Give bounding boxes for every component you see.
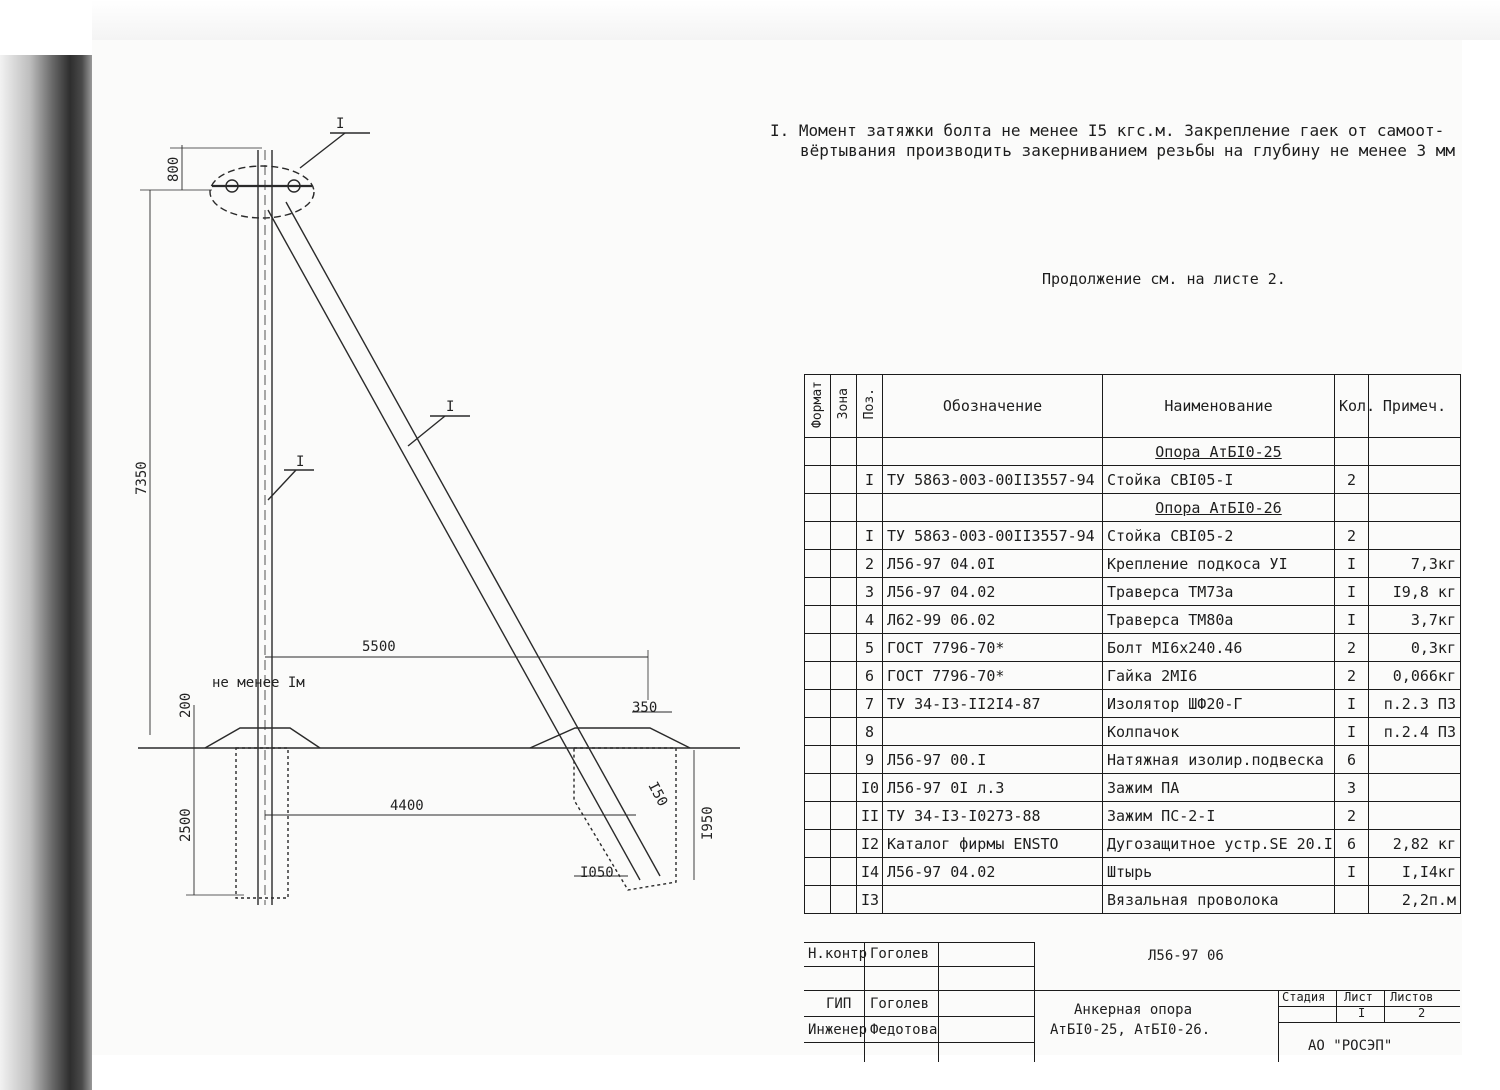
cell-qty: 2 xyxy=(1335,662,1369,690)
cell-pos xyxy=(857,438,883,466)
general-note-line-1: I. Момент затяжки болта не менее I5 кгс.м. Закрепление гаек от самоот- xyxy=(770,121,1445,140)
strut-lower-edge xyxy=(286,202,660,876)
cell-qty xyxy=(1335,886,1369,914)
mound-right xyxy=(530,728,690,748)
cell-note: 0,3кг xyxy=(1369,634,1461,662)
table-row xyxy=(805,746,1461,774)
cell-designation: ГОСТ 7796-70* xyxy=(883,634,1103,662)
callout-top: I xyxy=(336,116,345,132)
cell-qty: 2 xyxy=(1335,802,1369,830)
cell-pos: 2 xyxy=(857,550,883,578)
cell-qty: 3 xyxy=(1335,774,1369,802)
cell-designation: Л56-97 04.02 xyxy=(883,858,1103,886)
dim-label-2500: 2500 xyxy=(178,808,194,842)
cell-designation xyxy=(883,886,1103,914)
cell-note: 3,7кг xyxy=(1369,606,1461,634)
cell-format xyxy=(805,830,831,858)
cell-designation: ТУ 34-I3-II2I4-87 xyxy=(883,690,1103,718)
cell-note: I9,8 кг xyxy=(1369,578,1461,606)
cell-zone xyxy=(831,690,857,718)
tb-sheet-value: I xyxy=(1358,1006,1366,1020)
cell-qty: I xyxy=(1335,718,1369,746)
cell-zone xyxy=(831,662,857,690)
cell-name: Зажим ПА xyxy=(1103,774,1335,802)
cell-name: Болт МI6х240.46 xyxy=(1103,634,1335,662)
header-name: Наименование xyxy=(1103,375,1335,438)
specification-table xyxy=(804,374,1461,914)
table-row xyxy=(805,522,1461,550)
tb-rule xyxy=(938,942,939,1062)
cell-qty: 6 xyxy=(1335,830,1369,858)
cell-name: Штырь xyxy=(1103,858,1335,886)
cell-format xyxy=(805,522,831,550)
dim-label-5500: 5500 xyxy=(362,639,396,655)
cell-note xyxy=(1369,494,1461,522)
cell-zone xyxy=(831,746,857,774)
cell-format xyxy=(805,550,831,578)
tb-name-1: Гоголев xyxy=(870,946,930,962)
cell-pos xyxy=(857,494,883,522)
cell-note: 0,066кг xyxy=(1369,662,1461,690)
cell-pos: I4 xyxy=(857,858,883,886)
tb-rule xyxy=(804,942,1034,943)
cell-note xyxy=(1369,466,1461,494)
table-row xyxy=(805,634,1461,662)
leader-top xyxy=(300,133,345,168)
cell-designation: Л56-97 0I л.3 xyxy=(883,774,1103,802)
cell-name: Изолятор ШФ20-Г xyxy=(1103,690,1335,718)
cell-pos: I2 xyxy=(857,830,883,858)
header-qty: Кол. xyxy=(1335,375,1369,438)
cell-name: Натяжная изолир.подвеска xyxy=(1103,746,1335,774)
header-designation: Обозначение xyxy=(883,375,1103,438)
cell-zone xyxy=(831,802,857,830)
cell-format xyxy=(805,690,831,718)
tb-doc-code: Л56-97 06 xyxy=(1148,948,1224,964)
header-zone: Зона xyxy=(831,375,857,438)
cell-designation xyxy=(883,438,1103,466)
cell-name: Траверса ТМ80а xyxy=(1103,606,1335,634)
table-row xyxy=(805,606,1461,634)
cell-qty: 2 xyxy=(1335,522,1369,550)
header-note: Примеч. xyxy=(1369,375,1461,438)
cell-format xyxy=(805,466,831,494)
cell-format xyxy=(805,774,831,802)
dim-label-7350: 7350 xyxy=(134,461,150,495)
foundation-pit-left xyxy=(236,748,288,898)
table-header-row xyxy=(805,375,1461,438)
cell-pos: 8 xyxy=(857,718,883,746)
cell-pos: II xyxy=(857,802,883,830)
tb-company: АО "РОСЭП" xyxy=(1308,1038,1393,1054)
tb-rule xyxy=(1278,990,1279,1062)
cell-name: Опора АтБI0-26 xyxy=(1103,494,1335,522)
tb-rule xyxy=(1278,1006,1460,1007)
table-row xyxy=(805,858,1461,886)
cell-designation: Каталог фирмы ENSTO xyxy=(883,830,1103,858)
cell-zone xyxy=(831,606,857,634)
cell-qty: 6 xyxy=(1335,746,1369,774)
cell-format xyxy=(805,802,831,830)
cell-name: Вязальная проволока xyxy=(1103,886,1335,914)
cell-note: п.2.4 ПЗ xyxy=(1369,718,1461,746)
dim-label-1050: I050 xyxy=(580,865,614,881)
dim-label-4400: 4400 xyxy=(390,798,424,814)
tb-rule xyxy=(804,1016,1034,1017)
cell-designation: ГОСТ 7796-70* xyxy=(883,662,1103,690)
cell-zone xyxy=(831,438,857,466)
cell-format xyxy=(805,858,831,886)
continuation-note: Продолжение см. на листе 2. xyxy=(1042,270,1286,288)
cell-pos: I xyxy=(857,466,883,494)
callout-low: I xyxy=(296,454,305,470)
cell-name: Гайка 2МI6 xyxy=(1103,662,1335,690)
cell-pos: 3 xyxy=(857,578,883,606)
tb-role-2: ГИП xyxy=(826,996,852,1012)
note-min-depth: не менее Iм xyxy=(212,675,305,691)
table-row xyxy=(805,690,1461,718)
cell-note: 7,3кг xyxy=(1369,550,1461,578)
cell-note: 2,2п.м xyxy=(1369,886,1461,914)
cell-designation: Л56-97 00.I xyxy=(883,746,1103,774)
cell-note xyxy=(1369,802,1461,830)
cell-zone xyxy=(831,522,857,550)
title-block xyxy=(804,942,1460,1062)
cell-qty xyxy=(1335,494,1369,522)
tb-title-line-1: Анкерная опора xyxy=(1074,1002,1193,1018)
table-row xyxy=(805,438,1461,466)
cell-pos: 4 xyxy=(857,606,883,634)
cell-designation xyxy=(883,718,1103,746)
table-row xyxy=(805,662,1461,690)
cell-format xyxy=(805,662,831,690)
tb-sheet-label: Лист xyxy=(1344,990,1373,1004)
callout-mid: I xyxy=(446,399,455,415)
cell-qty: 2 xyxy=(1335,466,1369,494)
tb-name-3: Федотова xyxy=(870,1022,938,1038)
cell-name: Колпачок xyxy=(1103,718,1335,746)
header-format: Формат xyxy=(805,375,831,438)
table-row xyxy=(805,802,1461,830)
cell-format xyxy=(805,886,831,914)
cell-pos: I xyxy=(857,522,883,550)
cell-format xyxy=(805,718,831,746)
cell-qty: I xyxy=(1335,690,1369,718)
cell-format xyxy=(805,438,831,466)
dim-label-200: 200 xyxy=(178,692,194,718)
dim-label-1950: I950 xyxy=(700,806,716,840)
cell-designation: Л62-99 06.02 xyxy=(883,606,1103,634)
cell-name: Опора АтБI0-25 xyxy=(1103,438,1335,466)
cell-zone xyxy=(831,830,857,858)
cell-zone xyxy=(831,858,857,886)
cell-pos: I3 xyxy=(857,886,883,914)
table-row xyxy=(805,718,1461,746)
table-row xyxy=(805,550,1461,578)
cell-format xyxy=(805,494,831,522)
cell-designation: ТУ 5863-003-00II3557-94 xyxy=(883,522,1103,550)
cell-pos: I0 xyxy=(857,774,883,802)
cell-qty: I xyxy=(1335,858,1369,886)
dim-label-800: 800 xyxy=(166,156,182,182)
cell-zone xyxy=(831,718,857,746)
tb-rule xyxy=(1034,942,1035,1062)
tb-rule xyxy=(1384,990,1385,1022)
table-row xyxy=(805,494,1461,522)
cell-zone xyxy=(831,466,857,494)
tb-stage-label: Стадия xyxy=(1282,990,1326,1004)
dim-label-350: 350 xyxy=(632,700,658,716)
cell-pos: 5 xyxy=(857,634,883,662)
cell-pos: 9 xyxy=(857,746,883,774)
table-row xyxy=(805,466,1461,494)
table-row xyxy=(805,830,1461,858)
cell-note: 2,82 кг xyxy=(1369,830,1461,858)
tb-rule xyxy=(1278,1022,1460,1023)
table-row xyxy=(805,886,1461,914)
cell-note xyxy=(1369,746,1461,774)
cell-zone xyxy=(831,634,857,662)
cell-format xyxy=(805,634,831,662)
cell-name: Траверса ТМ73а xyxy=(1103,578,1335,606)
cell-designation: Л56-97 04.02 xyxy=(883,578,1103,606)
cell-designation: ТУ 5863-003-00II3557-94 xyxy=(883,466,1103,494)
cell-zone xyxy=(831,578,857,606)
detail-callout-ellipse xyxy=(210,166,314,218)
cell-qty: I xyxy=(1335,550,1369,578)
dim-label-150: I50 xyxy=(644,779,671,810)
tb-role-3: Инженер xyxy=(808,1022,868,1038)
table-row xyxy=(805,578,1461,606)
header-pos: Поз. xyxy=(857,375,883,438)
strut-upper-edge xyxy=(268,210,640,880)
cell-name: Зажим ПС-2-I xyxy=(1103,802,1335,830)
cell-note xyxy=(1369,774,1461,802)
cell-designation: Л56-97 04.0I xyxy=(883,550,1103,578)
tb-name-2: Гоголев xyxy=(870,996,930,1012)
cell-note: I,I4кг xyxy=(1369,858,1461,886)
general-note-line-2: вёртывания производить закерниванием резьбы на глубину не менее 3 мм xyxy=(800,141,1456,160)
cell-name: Дугозащитное устр.SE 20.I xyxy=(1103,830,1335,858)
cell-note xyxy=(1369,522,1461,550)
tb-role-1: Н.контр xyxy=(808,946,868,962)
table-body xyxy=(805,438,1461,914)
tb-sheets-value: 2 xyxy=(1418,1006,1426,1020)
cell-designation xyxy=(883,494,1103,522)
cell-pos: 6 xyxy=(857,662,883,690)
table-row xyxy=(805,774,1461,802)
tb-title-line-2: АтБI0-25, АтБI0-26. xyxy=(1050,1022,1211,1038)
cell-qty xyxy=(1335,438,1369,466)
cell-qty: I xyxy=(1335,606,1369,634)
mound-left xyxy=(205,728,320,748)
cell-zone xyxy=(831,494,857,522)
tb-rule xyxy=(804,1042,1034,1043)
cell-pos: 7 xyxy=(857,690,883,718)
cell-format xyxy=(805,746,831,774)
cell-name: Крепление подкоса УI xyxy=(1103,550,1335,578)
tb-rule xyxy=(1336,990,1337,1022)
cell-zone xyxy=(831,886,857,914)
cell-note: п.2.3 ПЗ xyxy=(1369,690,1461,718)
cell-designation: ТУ 34-I3-I0273-88 xyxy=(883,802,1103,830)
cell-note xyxy=(1369,438,1461,466)
cell-qty: I xyxy=(1335,578,1369,606)
cell-qty: 2 xyxy=(1335,634,1369,662)
cell-name: Стойка СВI05-I xyxy=(1103,466,1335,494)
cell-name: Стойка СВI05-2 xyxy=(1103,522,1335,550)
cell-zone xyxy=(831,550,857,578)
tb-rule xyxy=(804,966,1034,967)
cell-format xyxy=(805,578,831,606)
cell-zone xyxy=(831,774,857,802)
cell-format xyxy=(805,606,831,634)
tb-sheets-label: Листов xyxy=(1390,990,1434,1004)
